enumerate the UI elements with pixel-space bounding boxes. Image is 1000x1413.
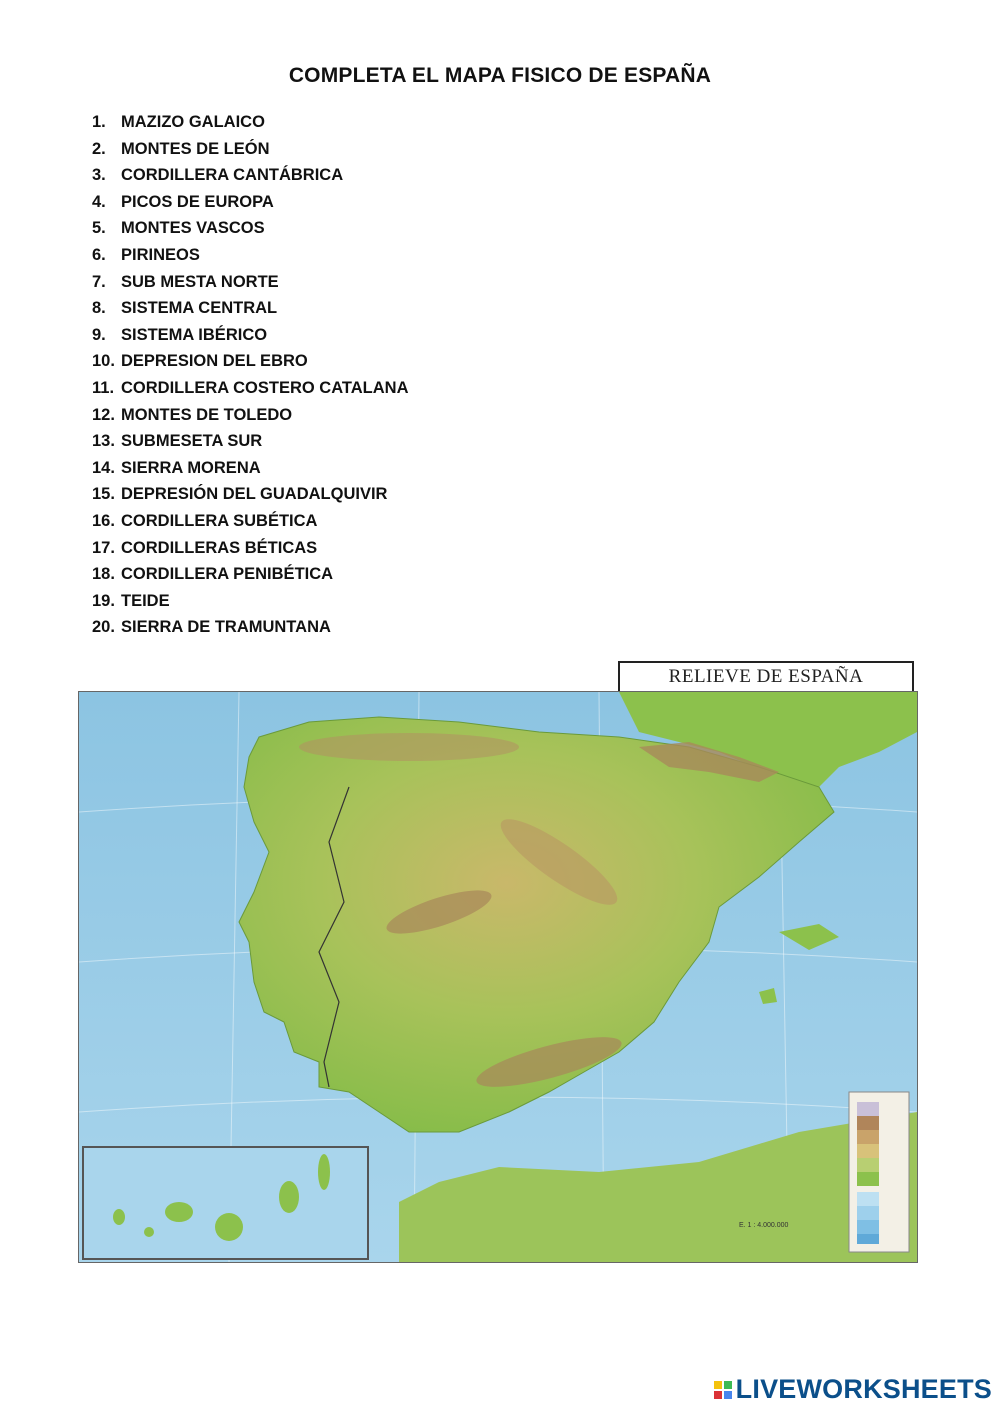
item-number: 10. bbox=[92, 352, 115, 371]
list-item bbox=[92, 323, 409, 350]
list-item bbox=[92, 482, 409, 509]
list-item bbox=[92, 137, 409, 164]
item-number: 9. bbox=[92, 325, 106, 344]
list-item bbox=[92, 243, 409, 270]
item-label: DEPRESION DEL EBRO bbox=[121, 352, 308, 371]
item-label: SIERRA DE TRAMUNTANA bbox=[121, 618, 331, 637]
relief-map bbox=[78, 691, 918, 1263]
item-label: SUBMESETA SUR bbox=[121, 432, 263, 451]
item-number: 13. bbox=[92, 432, 115, 451]
list-item bbox=[92, 349, 409, 376]
legend-scale bbox=[857, 1102, 879, 1244]
list-item bbox=[92, 376, 409, 403]
item-label: SIERRA MORENA bbox=[121, 458, 261, 477]
item-number: 17. bbox=[92, 538, 115, 557]
cantabrian-relief bbox=[299, 733, 519, 761]
item-number: 11. bbox=[92, 378, 115, 397]
list-item bbox=[92, 163, 409, 190]
list-item bbox=[92, 296, 409, 323]
map-title-box bbox=[618, 661, 914, 693]
item-label: CORDILLERA CANTÁBRICA bbox=[121, 166, 344, 185]
list-item bbox=[92, 190, 409, 217]
item-number: 8. bbox=[92, 299, 106, 318]
item-label: MONTES DE LEÓN bbox=[121, 139, 270, 158]
brand-name: LIVEWORKSHEETS bbox=[735, 1374, 992, 1404]
item-number: 1. bbox=[92, 113, 106, 131]
item-label: TEIDE bbox=[121, 591, 170, 610]
item-label: SISTEMA CENTRAL bbox=[121, 299, 278, 318]
map-title: RELIEVE DE ESPAÑA bbox=[668, 666, 864, 687]
item-number: 14. bbox=[92, 458, 115, 477]
list-item bbox=[92, 110, 409, 137]
list-item bbox=[92, 456, 409, 483]
list-item bbox=[92, 615, 409, 642]
item-label: CORDILLERA PENIBÉTICA bbox=[121, 565, 334, 584]
item-number: 18. bbox=[92, 565, 115, 584]
item-number: 20. bbox=[92, 618, 115, 637]
item-label: MAZIZO GALAICO bbox=[121, 113, 265, 131]
item-number: 16. bbox=[92, 511, 115, 530]
item-number: 3. bbox=[92, 166, 106, 185]
item-label: SUB MESTA NORTE bbox=[121, 272, 279, 291]
list-item bbox=[92, 509, 409, 536]
item-number: 12. bbox=[92, 405, 115, 424]
item-number: 2. bbox=[92, 139, 106, 158]
map-scale-text: E. 1 : 4.000.000 bbox=[739, 1222, 789, 1229]
item-label: MONTES DE TOLEDO bbox=[121, 405, 293, 424]
item-number: 4. bbox=[92, 192, 106, 211]
item-label: PIRINEOS bbox=[121, 245, 200, 264]
item-number: 15. bbox=[92, 485, 115, 504]
item-number: 19. bbox=[92, 591, 115, 610]
list-item bbox=[92, 562, 409, 589]
item-label: CORDILLERAS BÉTICAS bbox=[121, 538, 318, 557]
item-label: SISTEMA IBÉRICO bbox=[121, 325, 268, 344]
footer-brand bbox=[714, 1374, 992, 1405]
item-label: CORDILLERA SUBÉTICA bbox=[121, 511, 318, 530]
item-number: 5. bbox=[92, 219, 106, 238]
mountain-list bbox=[92, 110, 409, 642]
page-title: COMPLETA EL MAPA FISICO DE ESPAÑA bbox=[288, 64, 712, 87]
list-item bbox=[92, 589, 409, 616]
item-label: DEPRESIÓN DEL GUADALQUIVIR bbox=[121, 485, 388, 504]
list-item bbox=[92, 403, 409, 430]
item-label: PICOS DE EUROPA bbox=[121, 192, 274, 211]
list-item bbox=[92, 216, 409, 243]
liveworksheets-logo-icon bbox=[714, 1381, 732, 1399]
relief-map-svg bbox=[79, 692, 917, 1262]
list-item bbox=[92, 429, 409, 456]
item-label: CORDILLERA COSTERO CATALANA bbox=[121, 378, 409, 397]
list-item bbox=[92, 270, 409, 297]
item-label: MONTES VASCOS bbox=[121, 219, 265, 238]
item-number: 6. bbox=[92, 245, 106, 264]
item-number: 7. bbox=[92, 272, 106, 291]
list-item bbox=[92, 536, 409, 563]
